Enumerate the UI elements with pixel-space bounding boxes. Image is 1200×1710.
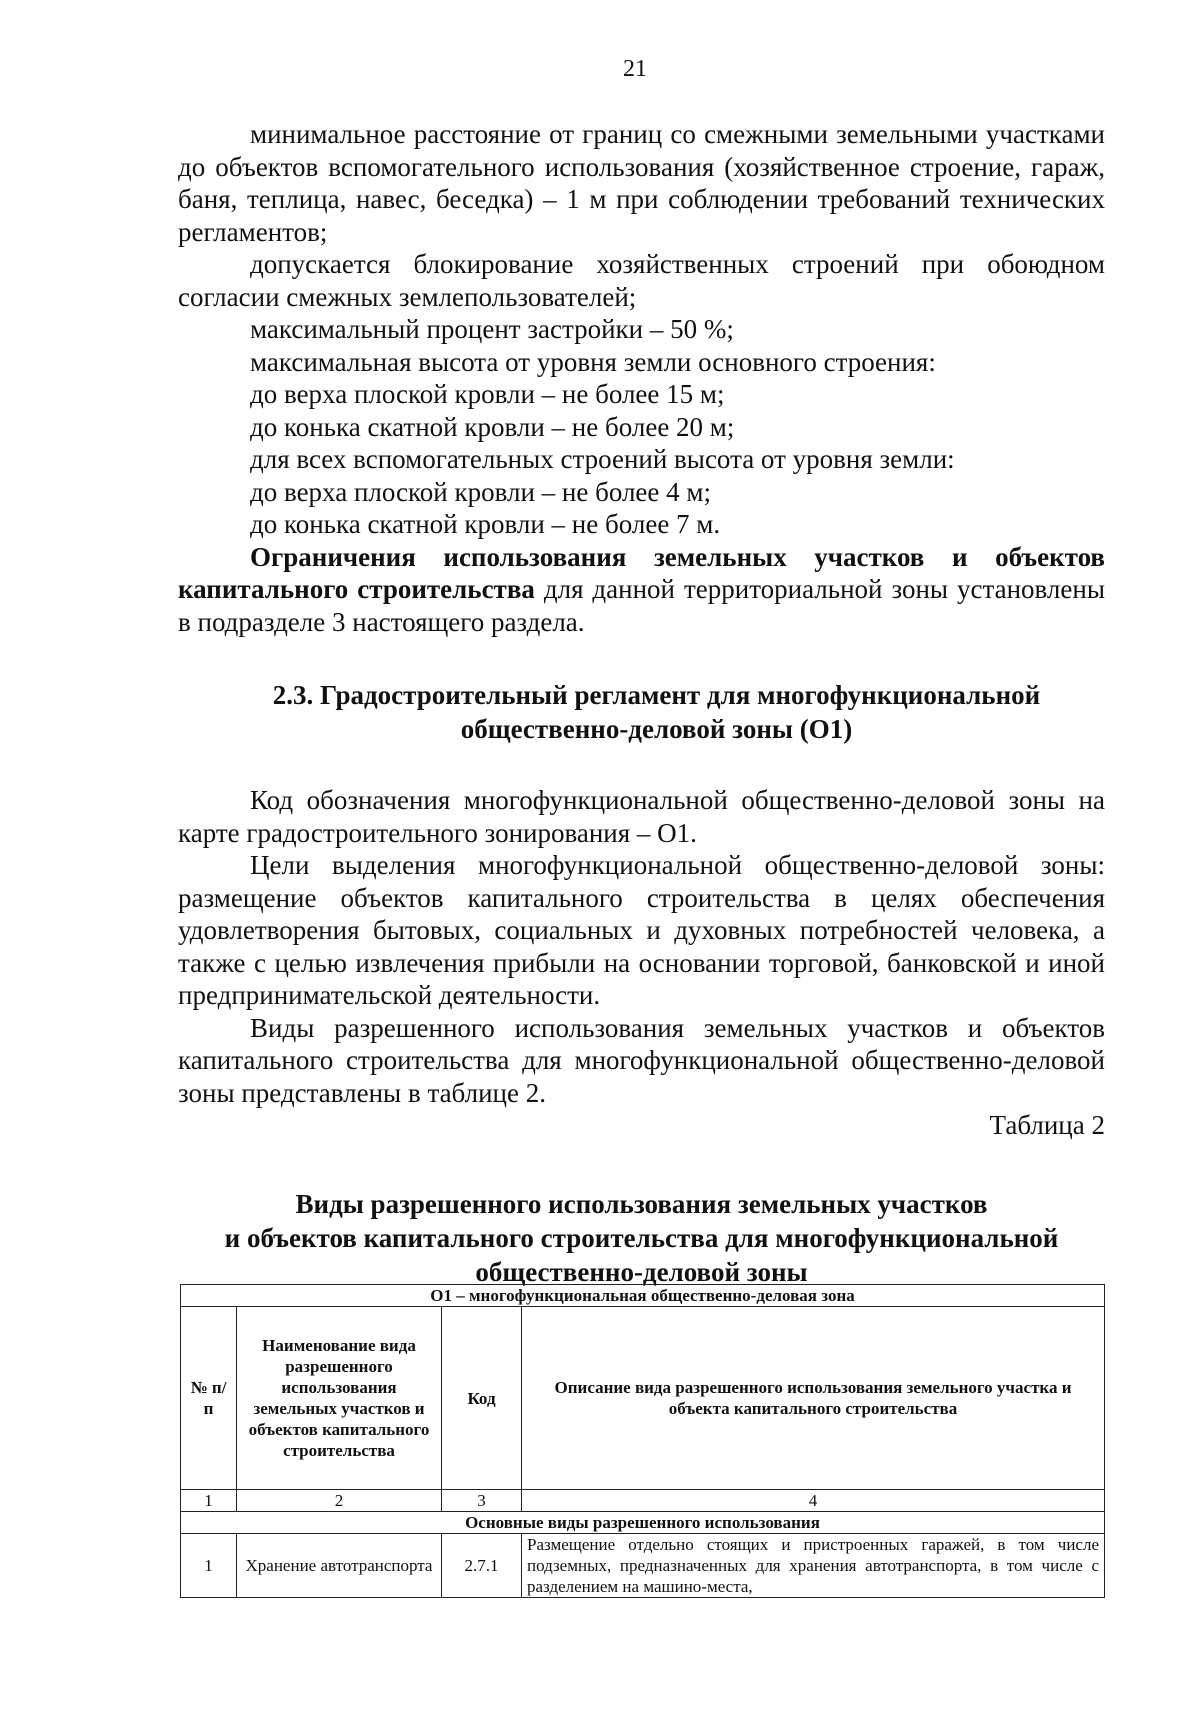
index-cell: 1 — [181, 1490, 237, 1512]
paragraph-zone-code: Код обозначения многофункциональной общественно-деловой зоны на карте градостроительного зонирования – О1. — [178, 785, 1105, 848]
document-body — [178, 118, 1105, 1289]
line-max-percent: максимальный процент застройки – 50 %; — [250, 314, 734, 344]
table-zone-header-row — [181, 1285, 1105, 1307]
group-main-cell: Основные виды разрешенного использования — [181, 1512, 1105, 1534]
paragraph-restrictions — [178, 541, 1105, 639]
table-group-row — [181, 1512, 1105, 1534]
paragraph-min-distance: минимальное расстояние от границ со смежными земельными участками до объектов вспомогательного использования (хозяйственное строение, гараж, баня, теплица, навес, беседка) – 1 м при соблюдении требований технических регламентов; — [178, 119, 1105, 247]
line-flat-roof-4: до верха плоской кровли – не более 4 м; — [250, 476, 711, 507]
line-flat-roof-15: до верха плоской кровли – не более 15 м; — [250, 379, 725, 409]
usage-types-table — [180, 1284, 1105, 1598]
table-title-line-3: общественно-деловой зоны — [475, 1256, 808, 1287]
index-cell: 2 — [237, 1490, 442, 1512]
header-description: Описание вида разрешенного использования земельного участка и объекта капитального строительства — [522, 1307, 1105, 1490]
table-row — [181, 1534, 1105, 1598]
paragraph-usage-types: Виды разрешенного использования земельных участков и объектов капитального строительства для многофункциональной общественно-деловой зоны представлены в таблице 2. — [178, 1012, 1105, 1108]
table-label: Таблица 2 — [989, 1110, 1105, 1140]
section-heading-line-2: общественно-деловой зоны (О1) — [460, 714, 853, 744]
row-code: 2.7.1 — [442, 1534, 522, 1598]
table-title — [178, 1187, 1105, 1289]
table-header-row — [181, 1307, 1105, 1490]
row-number: 1 — [181, 1534, 237, 1598]
zone-header-cell: О1 – многофункциональная общественно-деловая зона — [181, 1285, 1105, 1307]
index-cell: 4 — [522, 1490, 1105, 1512]
line-pitched-roof-7: до конька скатной кровли – не более 7 м. — [250, 509, 721, 539]
line-pitched-roof-20: до конька скатной кровли – не более 20 м; — [250, 411, 735, 442]
section-heading — [178, 678, 1105, 746]
paragraph-zone-goals: Цели выделения многофункциональной общественно-деловой зоны: размещение объектов капитального строительства в целях обеспечения удовлетворения бытовых, социальных и духовных потребностей человека, а также с целью извлечения прибыли на основании торговой, банковской и иной предпринимательской деятельности. — [178, 850, 1105, 1010]
header-number: № п/п — [181, 1307, 237, 1490]
table-title-line-1: Виды разрешенного использования земельных участков — [295, 1188, 988, 1219]
row-name: Хранение автотранспорта — [237, 1534, 442, 1598]
restrictions-text: для данной территориальной зоны установлены в подразделе 3 настоящего раздела. — [178, 574, 1105, 637]
row-description: Размещение отдельно стоящих и пристроенных гаражей, в том числе подземных, предназначенных для хранения автотранспорта, в том числе с разделением на машино-места, — [522, 1534, 1105, 1598]
table-index-row — [181, 1490, 1105, 1512]
table-title-line-2: и объектов капитального строительства для многофункциональной — [224, 1222, 1059, 1253]
line-max-height: максимальная высота от уровня земли основного строения: — [250, 346, 936, 377]
section-heading-line-1: 2.3. Градостроительный регламент для многофункциональной — [272, 680, 1041, 710]
page-number: 21 — [623, 56, 647, 82]
restrictions-bold-text: Ограничения использования земельных участков и объектов капитального строительства — [178, 541, 1105, 604]
line-aux-height: для всех вспомогательных строений высота от уровня земли: — [250, 444, 955, 474]
header-name: Наименование вида разрешенного использования земельных участков и объектов капитального строительства — [237, 1307, 442, 1490]
header-code: Код — [442, 1307, 522, 1490]
paragraph-blocking: допускается блокирование хозяйственных строений при обоюдном согласии смежных землепользователей; — [178, 249, 1105, 312]
index-cell: 3 — [442, 1490, 522, 1512]
